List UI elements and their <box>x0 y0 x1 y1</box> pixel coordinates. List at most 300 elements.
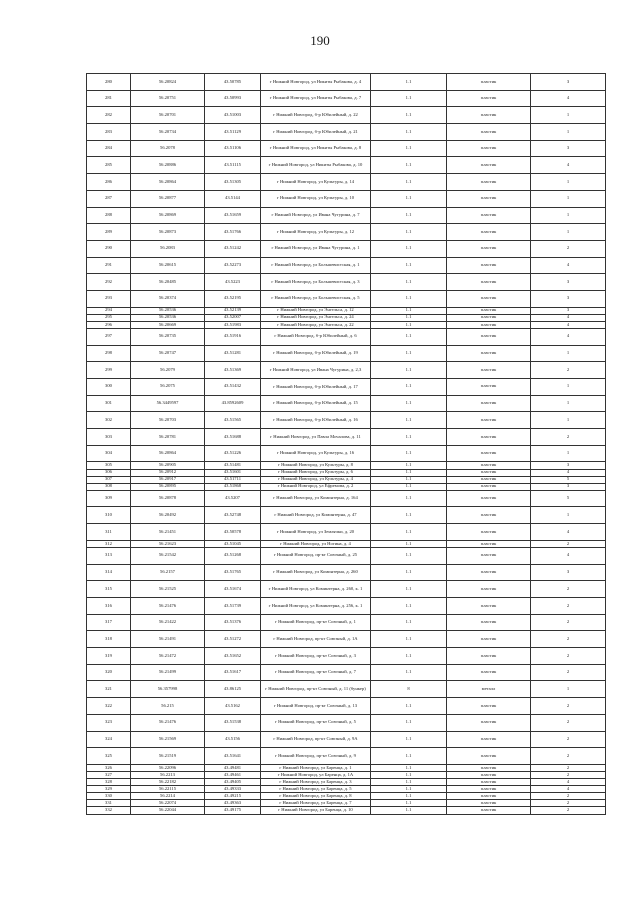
row-number-cell: 311 <box>87 524 131 541</box>
container-material-cell: пластик <box>447 807 531 814</box>
container-material-cell: пластик <box>447 698 531 715</box>
table-row <box>87 290 606 307</box>
table-row <box>87 490 606 507</box>
container-material-cell: пластик <box>447 664 531 681</box>
row-number-cell: 303 <box>87 429 131 446</box>
address-cell: г Нижний Новгород, пр-кт Союзный, д. 9А <box>261 731 371 748</box>
container-count-cell: 3 <box>531 274 606 291</box>
container-volume-cell: 1.1 <box>371 748 447 765</box>
address-cell: г Нижний Новгород, ул Баренца, д. 1А <box>261 771 371 778</box>
longitude-cell: 43.51674 <box>205 581 261 598</box>
container-volume-cell: 1.1 <box>371 174 447 191</box>
table-row <box>87 345 606 362</box>
latitude-cell: 56.21476 <box>131 598 205 615</box>
latitude-cell: 56.20905 <box>131 462 205 469</box>
address-cell: г Нижний Новгород, пр-кт Союзный, д. 25 <box>261 547 371 564</box>
row-number-cell: 297 <box>87 328 131 345</box>
latitude-cell: 56.20864 <box>131 445 205 462</box>
container-material-cell: пластик <box>447 524 531 541</box>
row-number-cell: 295 <box>87 314 131 321</box>
container-volume-cell: 1.1 <box>371 395 447 412</box>
container-volume-cell: 1.1 <box>371 140 447 157</box>
container-material-cell: пластик <box>447 107 531 124</box>
container-volume-cell: 1.1 <box>371 362 447 379</box>
container-count-cell: 1 <box>531 445 606 462</box>
latitude-cell: 56.2157 <box>131 564 205 581</box>
container-volume-cell: 1.1 <box>371 445 447 462</box>
row-number-cell: 309 <box>87 490 131 507</box>
container-volume-cell: 1.1 <box>371 328 447 345</box>
container-volume-cell: 1.1 <box>371 157 447 174</box>
container-volume-cell: 1.1 <box>371 507 447 524</box>
row-number-cell: 315 <box>87 581 131 598</box>
container-material-cell: пластик <box>447 124 531 141</box>
longitude-cell: 43.51765 <box>205 564 261 581</box>
container-material-cell: пластик <box>447 157 531 174</box>
container-count-cell: 4 <box>531 90 606 107</box>
container-volume-cell: 1.1 <box>371 540 447 547</box>
latitude-cell: 56.215 <box>131 698 205 715</box>
address-cell: г Нижний Новгород, ул Энгельса, д. 22 <box>261 321 371 328</box>
container-volume-cell: 1.1 <box>371 547 447 564</box>
container-material-cell: пластик <box>447 731 531 748</box>
container-count-cell: 4 <box>531 321 606 328</box>
address-cell: г Нижний Новгород, ул Павла Мочалова, д. 11 <box>261 429 371 446</box>
table-row <box>87 786 606 793</box>
address-cell: г Нижний Новгород, ул Баренца, д. 5 <box>261 786 371 793</box>
address-cell: г Нижний Новгород, пр-кт Союзный, д. 3 <box>261 648 371 665</box>
container-count-cell: 3 <box>531 307 606 314</box>
row-number-cell: 305 <box>87 462 131 469</box>
container-count-cell: 2 <box>531 540 606 547</box>
container-count-cell: 2 <box>531 614 606 631</box>
container-material-cell: пластик <box>447 476 531 483</box>
address-cell: г Нижний Новгород, б-р Юбилейный, д. 17 <box>261 378 371 395</box>
container-count-cell: 2 <box>531 631 606 648</box>
container-material-cell: пластик <box>447 764 531 771</box>
longitude-cell: 43.51916 <box>205 328 261 345</box>
container-count-cell: 4 <box>531 328 606 345</box>
row-number-cell: 307 <box>87 476 131 483</box>
row-number-cell: 299 <box>87 362 131 379</box>
row-number-cell: 328 <box>87 779 131 786</box>
row-number-cell: 306 <box>87 469 131 476</box>
row-number-cell: 291 <box>87 257 131 274</box>
longitude-cell: 43.51129 <box>205 124 261 141</box>
container-material-cell: пластик <box>447 564 531 581</box>
latitude-cell: 56.20864 <box>131 174 205 191</box>
latitude-cell: 56.20747 <box>131 345 205 362</box>
latitude-cell: 56.20895 <box>131 483 205 490</box>
table-row <box>87 483 606 490</box>
latitude-cell: 56.2075 <box>131 378 205 395</box>
table-row <box>87 581 606 598</box>
container-count-cell: 5 <box>531 490 606 507</box>
container-volume-cell: 1.1 <box>371 107 447 124</box>
table-row <box>87 395 606 412</box>
latitude-cell: 56.20701 <box>131 107 205 124</box>
row-number-cell: 326 <box>87 764 131 771</box>
container-volume-cell: 1.1 <box>371 190 447 207</box>
address-cell: г Нижний Новгород, пр-кт Союзный, д. 11 (бункер) <box>261 681 371 698</box>
longitude-cell: 43.5162 <box>205 698 261 715</box>
container-volume-cell: 1.1 <box>371 378 447 395</box>
container-material-cell: пластик <box>447 800 531 807</box>
table-row <box>87 800 606 807</box>
container-count-cell: 1 <box>531 345 606 362</box>
container-count-cell: 3 <box>531 462 606 469</box>
container-material-cell: пластик <box>447 74 531 91</box>
latitude-cell: 56.21519 <box>131 748 205 765</box>
container-volume-cell: 1.1 <box>371 74 447 91</box>
address-cell: г Нижний Новгород, ул Баренца, д. 1 <box>261 764 371 771</box>
container-material-cell: пластик <box>447 429 531 446</box>
table-row <box>87 807 606 814</box>
container-count-cell: 2 <box>531 648 606 665</box>
address-cell: г Нижний Новгород, ул Ивана Чугурина, д. 2,3 <box>261 362 371 379</box>
latitude-cell: 56.22182 <box>131 779 205 786</box>
longitude-cell: 43.51688 <box>205 429 261 446</box>
table-row <box>87 764 606 771</box>
container-material-cell: пластик <box>447 257 531 274</box>
container-volume-cell: 1.1 <box>371 800 447 807</box>
latitude-cell: 56.2083 <box>131 240 205 257</box>
latitude-cell: 56.20703 <box>131 412 205 429</box>
container-material-cell: пластик <box>447 378 531 395</box>
longitude-cell: 43.49175 <box>205 807 261 814</box>
table-row <box>87 564 606 581</box>
address-cell: г Нижний Новгород, пр-кт Союзный, д. 13 <box>261 698 371 715</box>
table-row <box>87 476 606 483</box>
row-number-cell: 308 <box>87 483 131 490</box>
container-material-cell: пластик <box>447 290 531 307</box>
latitude-cell: 56.21451 <box>131 524 205 541</box>
container-material-cell: пластик <box>447 631 531 648</box>
container-count-cell: 1 <box>531 378 606 395</box>
latitude-cell: 56.3449597 <box>131 395 205 412</box>
container-material-cell: металл <box>447 681 531 698</box>
container-count-cell: 4 <box>531 524 606 541</box>
container-material-cell: пластик <box>447 786 531 793</box>
container-count-cell: 4 <box>531 786 606 793</box>
row-number-cell: 302 <box>87 412 131 429</box>
longitude-cell: 43.51538 <box>205 714 261 731</box>
container-count-cell: 2 <box>531 793 606 800</box>
row-number-cell: 285 <box>87 157 131 174</box>
longitude-cell: 43.51106 <box>205 140 261 157</box>
container-material-cell: пластик <box>447 779 531 786</box>
address-cell: г Нижний Новгород, ул Баренца, д. 10 <box>261 807 371 814</box>
container-count-cell: 2 <box>531 731 606 748</box>
latitude-cell: 56.20878 <box>131 490 205 507</box>
address-cell: г Нижний Новгород, ул Никиты Рыбакова, д. 8 <box>261 140 371 157</box>
table-row <box>87 731 606 748</box>
container-count-cell: 1 <box>531 207 606 224</box>
table-row <box>87 714 606 731</box>
longitude-cell: 43.51045 <box>205 540 261 547</box>
container-volume-cell: 1.1 <box>371 483 447 490</box>
latitude-cell: 56.20917 <box>131 476 205 483</box>
address-cell: г Нижний Новгород, ул Коминтерна, д. 47 <box>261 507 371 524</box>
latitude-cell: 56.357998 <box>131 681 205 698</box>
table-row <box>87 524 606 541</box>
container-count-cell: 2 <box>531 240 606 257</box>
table-row <box>87 314 606 321</box>
table-row <box>87 748 606 765</box>
container-count-cell: 1 <box>531 124 606 141</box>
container-material-cell: пластик <box>447 462 531 469</box>
container-count-cell: 2 <box>531 664 606 681</box>
container-volume-cell: 1.1 <box>371 224 447 241</box>
row-number-cell: 312 <box>87 540 131 547</box>
longitude-cell: 43.51115 <box>205 157 261 174</box>
row-number-cell: 324 <box>87 731 131 748</box>
address-cell: г Нижний Новгород, ул Ивана Чугурина, д. 1 <box>261 240 371 257</box>
longitude-cell: 43.51601 <box>205 469 261 476</box>
table-row <box>87 321 606 328</box>
container-material-cell: пластик <box>447 321 531 328</box>
address-cell: г Нижний Новгород, ул Землячки, д. 20 <box>261 524 371 541</box>
container-count-cell: 3 <box>531 564 606 581</box>
container-volume-cell: 1.1 <box>371 714 447 731</box>
row-number-cell: 294 <box>87 307 131 314</box>
container-volume-cell: 1.1 <box>371 598 447 615</box>
container-count-cell: 2 <box>531 698 606 715</box>
latitude-cell: 56.22115 <box>131 786 205 793</box>
row-number-cell: 316 <box>87 598 131 615</box>
address-cell: г Нижний Новгород, ул Культуры, д. 12 <box>261 224 371 241</box>
longitude-cell: 43.51003 <box>205 107 261 124</box>
row-number-cell: 292 <box>87 274 131 291</box>
longitude-cell: 43.8592609 <box>205 395 261 412</box>
container-count-cell: 2 <box>531 771 606 778</box>
latitude-cell: 56.2214 <box>131 793 205 800</box>
container-material-cell: пластик <box>447 540 531 547</box>
address-cell: г Нижний Новгород, ул Энгельса, д. 24 <box>261 314 371 321</box>
container-material-cell: пластик <box>447 274 531 291</box>
longitude-cell: 43.86125 <box>205 681 261 698</box>
latitude-cell: 56.21422 <box>131 614 205 631</box>
latitude-cell: 56.20886 <box>131 157 205 174</box>
address-cell: г Нижний Новгород, ул Коминтерна, д. 164 <box>261 490 371 507</box>
address-cell: г Нижний Новгород, б-р Юбилейный, д. 19 <box>261 345 371 362</box>
container-count-cell: 1 <box>531 507 606 524</box>
container-volume-cell: 1.1 <box>371 771 447 778</box>
latitude-cell: 56.21569 <box>131 731 205 748</box>
row-number-cell: 318 <box>87 631 131 648</box>
longitude-cell: 43.51766 <box>205 224 261 241</box>
container-volume-cell: 1.1 <box>371 648 447 665</box>
table-row <box>87 631 606 648</box>
container-volume-cell: 1.1 <box>371 207 447 224</box>
longitude-cell: 43.51272 <box>205 631 261 648</box>
container-count-cell: 3 <box>531 74 606 91</box>
table-row <box>87 107 606 124</box>
table-row <box>87 598 606 615</box>
address-cell: г Нижний Новгород, ул Большевистская, д. 1 <box>261 257 371 274</box>
row-number-cell: 290 <box>87 240 131 257</box>
container-material-cell: пластик <box>447 90 531 107</box>
longitude-cell: 43.51711 <box>205 476 261 483</box>
row-number-cell: 314 <box>87 564 131 581</box>
longitude-cell: 43.51565 <box>205 412 261 429</box>
table-row <box>87 698 606 715</box>
container-count-cell: 1 <box>531 224 606 241</box>
table-row <box>87 469 606 476</box>
container-material-cell: пластик <box>447 445 531 462</box>
address-cell: г Нижний Новгород, ул Культуры, д. 8 <box>261 462 371 469</box>
table-row <box>87 779 606 786</box>
container-volume-cell: 1.1 <box>371 581 447 598</box>
longitude-cell: 43.52273 <box>205 257 261 274</box>
address-cell: г Нижний Новгород, пр-кт Союзный, д. 5 <box>261 714 371 731</box>
longitude-cell: 43.52007 <box>205 314 261 321</box>
address-cell: г Нижний Новгород, пр-кт Союзный, д. 7 <box>261 664 371 681</box>
longitude-cell: 43.51376 <box>205 614 261 631</box>
table-row <box>87 174 606 191</box>
address-cell: г Нижний Новгород, б-р Юбилейный, д. 16 <box>261 412 371 429</box>
latitude-cell: 56.20735 <box>131 328 205 345</box>
container-volume-cell: 1.1 <box>371 124 447 141</box>
latitude-cell: 56.22044 <box>131 807 205 814</box>
address-cell: г Нижний Новгород, пр-кт Союзный, д. 1 <box>261 614 371 631</box>
latitude-cell: 56.20374 <box>131 290 205 307</box>
row-number-cell: 283 <box>87 124 131 141</box>
address-cell: г Нижний Новгород, б-р Юбилейный, д. 6 <box>261 328 371 345</box>
container-material-cell: пластик <box>447 469 531 476</box>
container-material-cell: пластик <box>447 362 531 379</box>
container-volume-cell: 1.1 <box>371 462 447 469</box>
container-volume-cell: 1.1 <box>371 807 447 814</box>
row-number-cell: 298 <box>87 345 131 362</box>
container-count-cell: 1 <box>531 412 606 429</box>
longitude-cell: 43.49363 <box>205 800 261 807</box>
latitude-cell: 56.20536 <box>131 307 205 314</box>
address-cell: г Нижний Новгород, ул Энгельса, д. 12 <box>261 307 371 314</box>
container-material-cell: пластик <box>447 224 531 241</box>
longitude-cell: 43.51481 <box>205 462 261 469</box>
longitude-cell: 43.49215 <box>205 793 261 800</box>
container-count-cell: 2 <box>531 581 606 598</box>
row-number-cell: 288 <box>87 207 131 224</box>
address-cell: г Нижний Новгород, ул Культуры, д. 4 <box>261 476 371 483</box>
table-row <box>87 74 606 91</box>
container-count-cell: 4 <box>531 547 606 564</box>
container-count-cell: 1 <box>531 174 606 191</box>
latitude-cell: 56.20912 <box>131 469 205 476</box>
container-material-cell: пластик <box>447 507 531 524</box>
longitude-cell: 43.51868 <box>205 483 261 490</box>
container-material-cell: пластик <box>447 793 531 800</box>
container-material-cell: пластик <box>447 307 531 314</box>
longitude-cell: 43.5207 <box>205 490 261 507</box>
container-volume-cell: 1.1 <box>371 664 447 681</box>
container-count-cell: 3 <box>531 483 606 490</box>
table-row <box>87 429 606 446</box>
latitude-cell: 56.21499 <box>131 664 205 681</box>
address-cell: г Нижний Новгород, ул Коминтерна, д. 256, к. 1 <box>261 598 371 615</box>
container-volume-cell: 1.1 <box>371 614 447 631</box>
container-count-cell: 2 <box>531 429 606 446</box>
container-count-cell: 2 <box>531 800 606 807</box>
latitude-cell: 56.20869 <box>131 207 205 224</box>
address-cell: г Нижний Новгород, ул Баренца, д. 7 <box>261 800 371 807</box>
table-row <box>87 274 606 291</box>
container-count-cell: 1 <box>531 107 606 124</box>
row-number-cell: 286 <box>87 174 131 191</box>
address-cell: г Нижний Новгород, ул Никиты Рыбакова, д. 10 <box>261 157 371 174</box>
container-volume-cell: 1.1 <box>371 290 447 307</box>
latitude-cell: 56.2078 <box>131 140 205 157</box>
latitude-cell: 56.21476 <box>131 714 205 731</box>
address-cell: г Нижний Новгород, б-р Юбилейный, д. 15 <box>261 395 371 412</box>
latitude-cell: 56.20781 <box>131 429 205 446</box>
container-material-cell: пластик <box>447 490 531 507</box>
latitude-cell: 56.22074 <box>131 800 205 807</box>
table-row <box>87 190 606 207</box>
container-volume-cell: 1.1 <box>371 345 447 362</box>
container-material-cell: пластик <box>447 648 531 665</box>
table-row <box>87 614 606 631</box>
page-number: 190 <box>310 33 330 48</box>
latitude-cell: 56.20669 <box>131 321 205 328</box>
container-volume-cell: 1.1 <box>371 274 447 291</box>
row-number-cell: 321 <box>87 681 131 698</box>
address-cell: г Нижний Новгород, ул Баренца, д. 8 <box>261 793 371 800</box>
latitude-cell: 56.20492 <box>131 507 205 524</box>
longitude-cell: 43.5144 <box>205 190 261 207</box>
container-volume-cell: 1.1 <box>371 490 447 507</box>
container-volume-cell: 1.1 <box>371 412 447 429</box>
longitude-cell: 43.51305 <box>205 174 261 191</box>
row-number-cell: 317 <box>87 614 131 631</box>
table-row <box>87 507 606 524</box>
latitude-cell: 56.20751 <box>131 90 205 107</box>
container-volume-cell: 1.1 <box>371 240 447 257</box>
table-row <box>87 207 606 224</box>
container-count-cell: 1 <box>531 395 606 412</box>
address-cell: г Нижний Новгород, пр-кт Союзный, д. 9 <box>261 748 371 765</box>
container-volume-cell: 1.1 <box>371 631 447 648</box>
longitude-cell: 43.5156 <box>205 731 261 748</box>
container-volume-cell: 1.1 <box>371 764 447 771</box>
container-material-cell: пластик <box>447 748 531 765</box>
container-material-cell: пластик <box>447 140 531 157</box>
table-row <box>87 157 606 174</box>
container-count-cell: 2 <box>531 807 606 814</box>
row-number-cell: 282 <box>87 107 131 124</box>
address-cell: г Нижний Новгород, ул Культуры, д. 16 <box>261 445 371 462</box>
address-cell: г Нижний Новгород, ул Большевистская, д. 3 <box>261 274 371 291</box>
container-volume-cell: 1.1 <box>371 731 447 748</box>
address-cell: г Нижний Новгород, ул Никиты Рыбакова, д. 7 <box>261 90 371 107</box>
table-row <box>87 257 606 274</box>
table-row <box>87 547 606 564</box>
container-volume-cell: 1.1 <box>371 469 447 476</box>
latitude-cell: 56.21491 <box>131 631 205 648</box>
address-cell: г Нижний Новгород, ул Большевистская, д. 5 <box>261 290 371 307</box>
address-cell: г Нижний Новгород, ул Никиты Рыбакова, д. 4 <box>261 74 371 91</box>
container-material-cell: пластик <box>447 714 531 731</box>
table-row <box>87 681 606 698</box>
container-volume-cell: 1.1 <box>371 314 447 321</box>
container-volume-cell: 1.1 <box>371 321 447 328</box>
longitude-cell: 43.51242 <box>205 240 261 257</box>
latitude-cell: 56.20824 <box>131 74 205 91</box>
latitude-cell: 56.21525 <box>131 581 205 598</box>
container-volume-cell: 1.1 <box>371 779 447 786</box>
row-number-cell: 284 <box>87 140 131 157</box>
